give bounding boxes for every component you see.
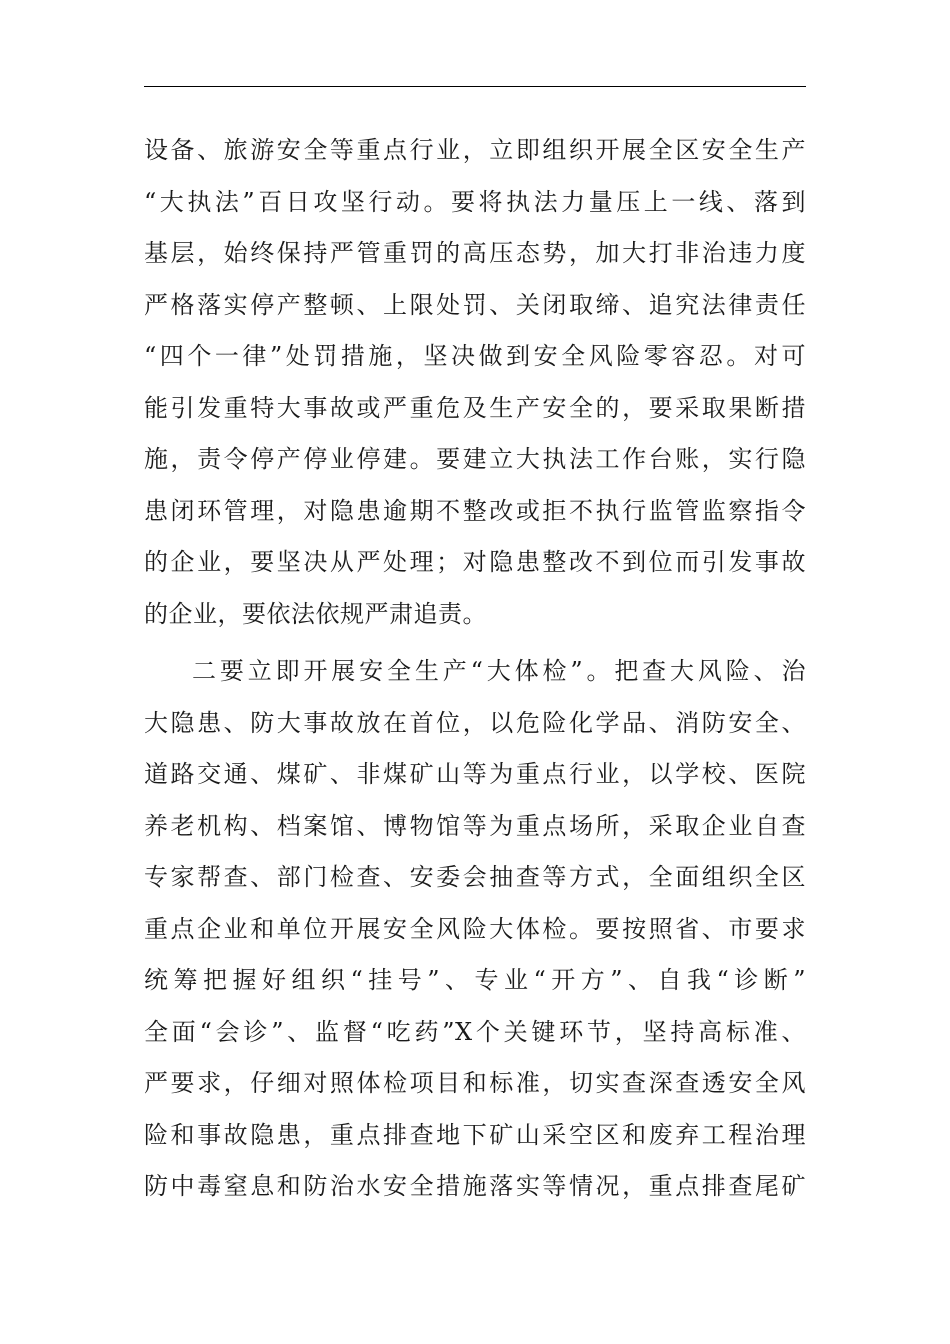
text-line: 防中毒窒息和防治水安全措施落实等情况，重点排查尾矿 bbox=[144, 1172, 806, 1200]
text-line: 患闭环管理，对隐患逾期不整改或拒不执行监管监察指令 bbox=[144, 496, 806, 525]
text-line: 能引发重特大事故或严重危及生产安全的，要采取果断措 bbox=[144, 393, 806, 422]
text-line: 严格落实停产整顿、上限处罚、关闭取缔、追究法律责任 bbox=[144, 290, 806, 319]
text-line: 全面“会诊”、监督“吃药”X个关键环节，坚持高标准、 bbox=[144, 1017, 806, 1046]
text-line: 养老机构、档案馆、博物馆等为重点场所，采取企业自查 bbox=[144, 811, 806, 840]
text-line: 重点企业和单位开展安全风险大体检。要按照省、市要求 bbox=[144, 914, 806, 943]
text-line: 统筹把握好组织“挂号”、专业“开方”、自我“诊断” bbox=[144, 966, 806, 994]
text-line: 二要立即开展安全生产“大体检”。把查大风险、治 bbox=[192, 657, 806, 685]
text-line: 大隐患、防大事故放在首位，以危险化学品、消防安全、 bbox=[144, 708, 806, 737]
text-line: 基层，始终保持严管重罚的高压态势，加大打非治违力度 bbox=[144, 239, 806, 267]
text-line: 严要求，仔细对照体检项目和标准，切实查深查透安全风 bbox=[144, 1069, 806, 1097]
text-line: 施，责令停产停业停建。要建立大执法工作台账，实行隐 bbox=[144, 445, 806, 473]
paragraph-1 bbox=[144, 130, 806, 645]
text-line: 的企业，要依法依规严肃追责。 bbox=[144, 599, 487, 628]
text-line: 设备、旅游安全等重点行业，立即组织开展全区安全生产 bbox=[144, 136, 806, 164]
document-body bbox=[144, 130, 806, 1218]
text-line: 的企业，要坚决从严处理；对隐患整改不到位而引发事故 bbox=[144, 548, 806, 576]
text-line: “四个一律”处罚措施，坚决做到安全风险零容忍。对可 bbox=[144, 342, 806, 370]
text-line: 道路交通、煤矿、非煤矿山等为重点行业，以学校、医院 bbox=[144, 760, 806, 788]
paragraph-2 bbox=[144, 651, 806, 1218]
text-line: “大执法”百日攻坚行动。要将执法力量压上一线、落到 bbox=[144, 187, 806, 216]
header-rule bbox=[144, 86, 806, 87]
text-line: 专家帮查、部门检查、安委会抽查等方式，全面组织全区 bbox=[144, 863, 806, 891]
text-line: 险和事故隐患，重点排查地下矿山采空区和废弃工程治理 bbox=[144, 1120, 806, 1149]
